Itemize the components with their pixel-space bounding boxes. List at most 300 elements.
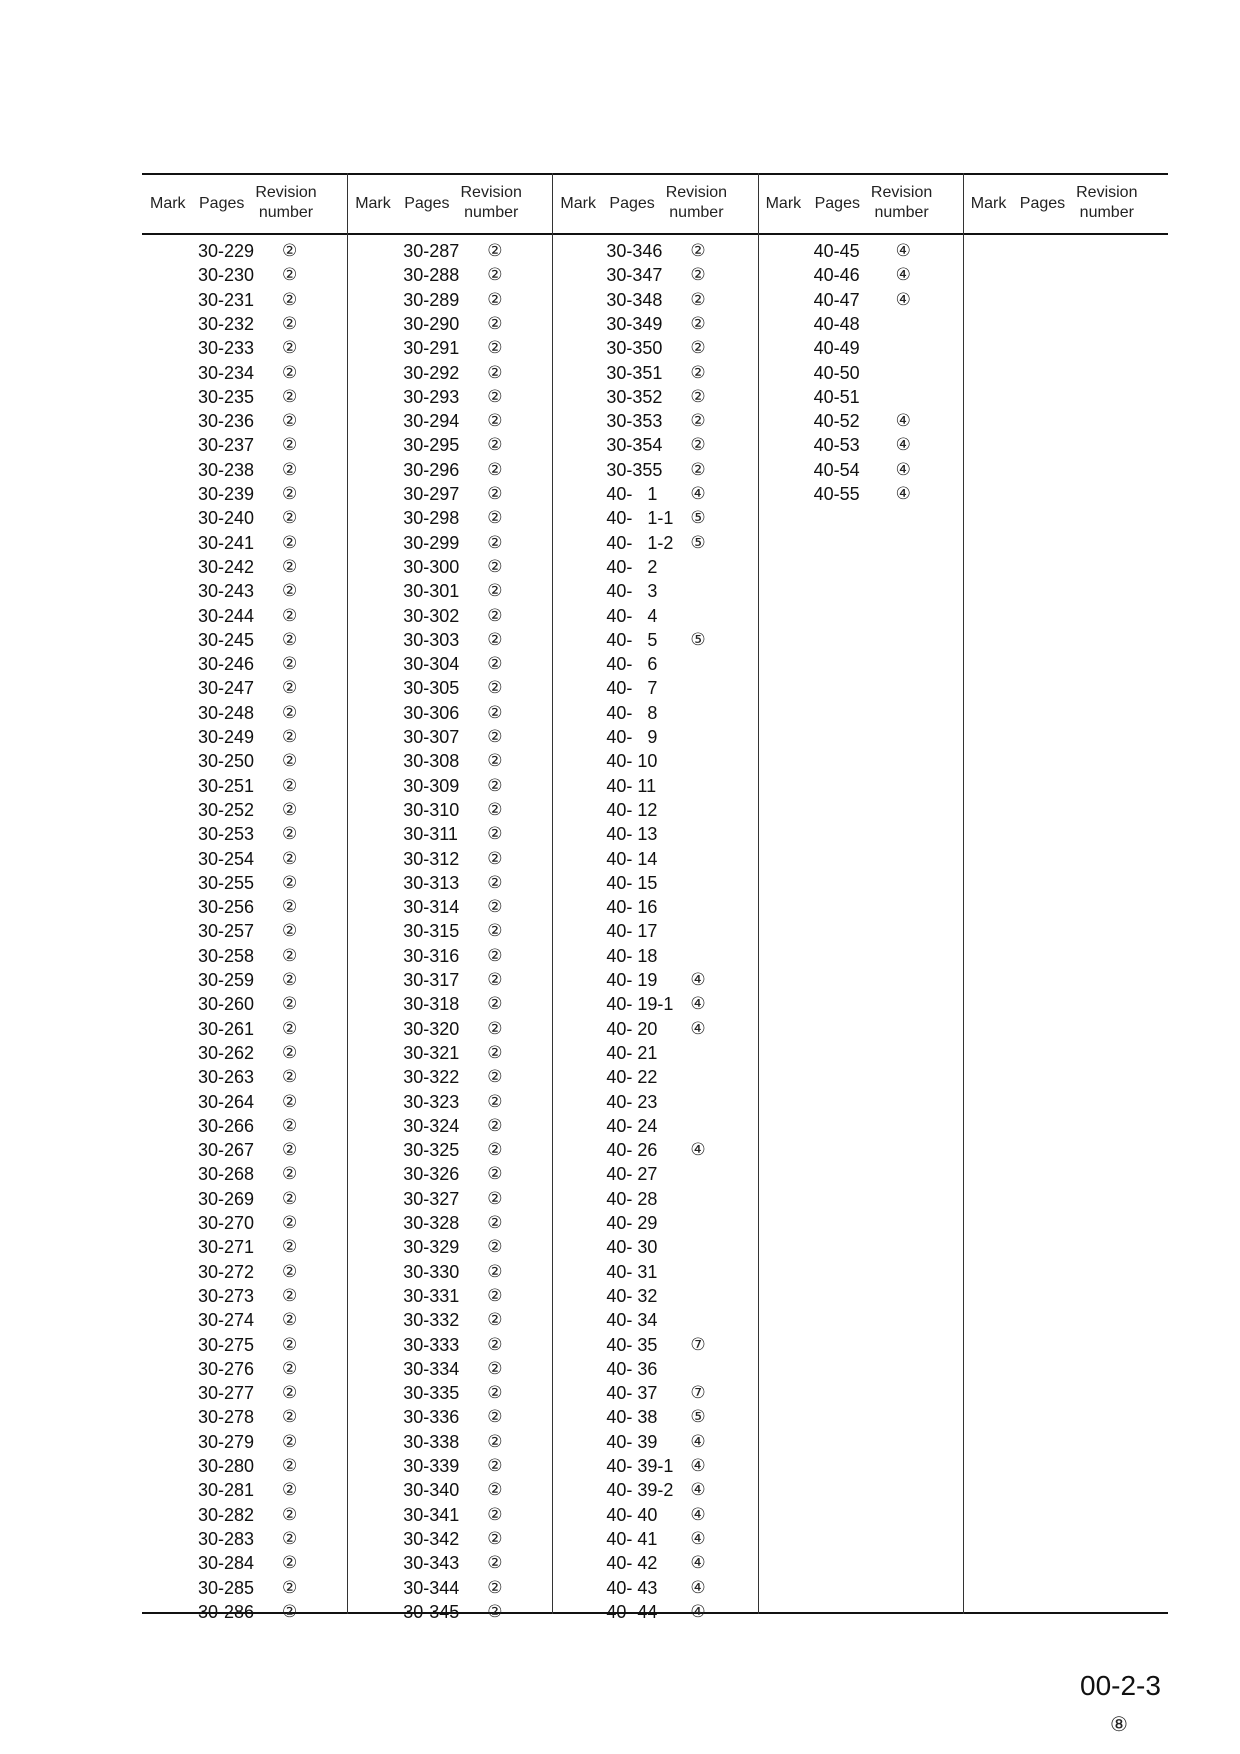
revision-mark: ②: [282, 1115, 298, 1135]
revision-header-line2: number: [258, 204, 314, 221]
page-id: 40-49: [813, 338, 860, 359]
page-id: 30-344: [403, 1577, 460, 1598]
page-id: 40- 39: [606, 1431, 658, 1452]
mark-header: Mark: [765, 195, 802, 212]
revision-mark: ②: [487, 435, 503, 455]
page-id: 30-260: [198, 994, 255, 1015]
page-id: 40- 30: [606, 1237, 658, 1258]
revision-mark: ②: [282, 654, 298, 674]
revision-mark: ②: [282, 1577, 298, 1597]
revision-mark: ②: [487, 508, 503, 528]
page-id: 30-286: [198, 1601, 255, 1622]
page-id: 30-312: [403, 848, 460, 869]
page-id: 30-317: [403, 970, 460, 990]
revision-mark: ②: [487, 799, 503, 819]
page-id: 40- 3: [606, 581, 658, 602]
revision-mark: ②: [282, 629, 298, 649]
page-id: 40- 11: [606, 775, 657, 796]
page-id: 30-266: [198, 1115, 255, 1136]
revision-mark: ②: [487, 362, 503, 382]
page-id: 30-309: [403, 775, 460, 796]
revision-mark: ②: [487, 1067, 503, 1087]
page-id: 30-291: [403, 338, 460, 359]
revision-mark: ②: [487, 1553, 503, 1573]
page-id: 30-354: [606, 435, 663, 456]
revision-mark: ②: [487, 994, 503, 1014]
page-id: 40-45: [813, 241, 860, 261]
revision-mark: ④: [690, 1504, 706, 1524]
revision-mark: ②: [282, 1237, 298, 1257]
revision-mark: ②: [487, 1213, 503, 1232]
revision-mark: ②: [487, 556, 503, 576]
page-id: 40- 6: [606, 654, 658, 675]
revision-mark: ②: [690, 265, 706, 285]
page-id: 30-330: [403, 1261, 460, 1282]
page-id: 40- 41: [606, 1528, 658, 1549]
revision-mark: ②: [282, 1188, 298, 1208]
page-id: 40- 16: [606, 897, 658, 918]
revision-mark: ②: [282, 1553, 298, 1573]
page-id: 30-279: [198, 1431, 255, 1452]
page-id: 30-305: [403, 678, 460, 699]
revision-mark: ②: [487, 1018, 503, 1038]
page-id: 30-333: [403, 1334, 460, 1355]
revision-mark: ②: [487, 678, 503, 698]
page-id: 30-336: [403, 1407, 460, 1428]
page-id: 40- 10: [606, 751, 658, 772]
page-id: 30-235: [198, 386, 255, 407]
revision-mark: ④: [895, 265, 911, 285]
revision-mark: ②: [282, 338, 298, 358]
revision-header-line2: number: [1079, 204, 1134, 221]
revision-mark: ②: [282, 1285, 298, 1305]
page-id: 40- 4: [606, 605, 658, 626]
revision-header-line2: number: [874, 204, 929, 221]
revision-mark: ④: [895, 459, 911, 479]
revision-mark: ②: [690, 338, 706, 358]
page-id: 40-46: [813, 265, 860, 286]
page-id: 40- 38: [606, 1407, 658, 1428]
page-id: 40- 23: [606, 1091, 658, 1112]
page-number: 00-2-3: [1080, 1670, 1161, 1701]
revision-mark: ②: [487, 1407, 503, 1427]
page-id: 30-300: [403, 556, 460, 577]
revision-mark: ②: [487, 1140, 503, 1160]
page-id: 40- 26: [606, 1140, 658, 1161]
page-id: 30-353: [606, 411, 663, 432]
page-id: 30-343: [403, 1553, 460, 1574]
page-id: 40- 28: [606, 1188, 658, 1209]
page-id: 40-48: [813, 313, 860, 334]
page-id: 40- 12: [606, 799, 658, 820]
revision-mark: ⑤: [690, 1407, 706, 1427]
revision-mark: ②: [282, 970, 298, 989]
page-id: 40-53: [813, 435, 860, 456]
page-id: 30-274: [198, 1310, 255, 1331]
revision-mark: ②: [487, 654, 503, 674]
revision-mark: ⑤: [690, 629, 706, 649]
revision-mark: ②: [282, 775, 298, 795]
page-id: 30-310: [403, 799, 460, 820]
revision-mark: ②: [282, 1601, 298, 1621]
page-id: 30-262: [198, 1042, 255, 1063]
page-id: 30-355: [606, 459, 663, 480]
revision-mark: ②: [282, 435, 298, 455]
mark-header: Mark: [560, 195, 596, 212]
page-id: 30-323: [403, 1091, 460, 1112]
page-id: 40- 39-2: [606, 1480, 674, 1501]
page-id: 40-51: [813, 386, 860, 407]
page-id: 30-342: [403, 1528, 460, 1549]
revision-mark: ②: [282, 556, 298, 576]
page-id: 30-303: [403, 629, 460, 650]
revision-number-header: [451, 183, 531, 223]
page-id: 30-276: [198, 1358, 255, 1379]
revision-mark: ②: [282, 386, 298, 406]
revision-mark: ②: [282, 1310, 298, 1330]
revision-mark: ②: [487, 1528, 503, 1548]
revision-mark: ②: [487, 1091, 503, 1111]
page-id: 30-299: [403, 532, 460, 553]
revision-mark: ④: [690, 1577, 706, 1597]
page-id: 40- 9: [606, 727, 658, 747]
page-id: 40- 36: [606, 1358, 658, 1379]
page-id: 30-271: [198, 1237, 255, 1258]
revision-mark: ④: [690, 1553, 706, 1573]
revision-mark: ④: [690, 970, 706, 989]
page-id: 30-352: [606, 386, 663, 407]
revision-mark: ②: [690, 362, 706, 382]
page-id: 30-347: [606, 265, 663, 286]
page-id: 40- 44: [606, 1601, 658, 1622]
page-id: 40- 39-1: [606, 1456, 674, 1476]
page-id: 30-322: [403, 1067, 460, 1088]
revision-header-line1: Revision: [255, 184, 317, 201]
page-id: 30-292: [403, 362, 460, 383]
revision-mark: ④: [690, 994, 706, 1014]
page-revision-mark: ⑧: [1110, 1714, 1128, 1736]
revision-mark: ②: [487, 970, 503, 989]
page-id: 30-314: [403, 897, 460, 918]
page-id: 30-244: [198, 605, 255, 626]
page-id: 30-275: [198, 1334, 255, 1355]
page-id: 30-328: [403, 1213, 460, 1233]
page-id: 40- 15: [606, 872, 658, 893]
revision-mark: ④: [895, 484, 911, 503]
page-id: 40- 35: [606, 1334, 658, 1355]
page-id: 30-270: [198, 1213, 255, 1233]
revision-mark: ④: [895, 435, 911, 455]
page-id: 30-259: [198, 970, 255, 990]
revision-mark: ②: [690, 435, 706, 455]
page-id: 30-340: [403, 1480, 460, 1501]
revision-mark: ②: [487, 313, 503, 333]
page-id: 40- 7: [606, 678, 658, 699]
page-id: 30-287: [403, 241, 460, 261]
page-id: 40- 19: [606, 970, 658, 990]
revision-mark: ②: [282, 1358, 298, 1378]
revision-mark: ②: [282, 1480, 298, 1500]
column-divider: [758, 173, 759, 1614]
page-id: 30-332: [403, 1310, 460, 1331]
page-id: 30-298: [403, 508, 460, 529]
page-id: 30-281: [198, 1480, 255, 1501]
revision-mark: ②: [487, 751, 503, 771]
page-id: 30-233: [198, 338, 255, 359]
page-id: 30-246: [198, 654, 255, 675]
revision-mark: ④: [690, 1480, 706, 1500]
revision-mark: ②: [487, 581, 503, 601]
page-id: 30-249: [198, 727, 255, 747]
page-id: 30-285: [198, 1577, 255, 1598]
page-id: 30-254: [198, 848, 255, 869]
revision-mark: ②: [282, 727, 298, 746]
page-id: 30-250: [198, 751, 255, 772]
page-id: 30-296: [403, 459, 460, 480]
revision-mark: ②: [487, 1310, 503, 1330]
revision-mark: ②: [282, 897, 298, 917]
page-id: 30-251: [198, 775, 255, 796]
page-id: 30-230: [198, 265, 255, 286]
revision-mark: ④: [895, 289, 911, 309]
revision-mark: ②: [282, 1504, 298, 1524]
revision-mark: ④: [690, 1601, 706, 1621]
page-id: 40-55: [813, 484, 860, 504]
revision-mark: ②: [487, 1480, 503, 1500]
page-id: 30-248: [198, 702, 255, 723]
revision-mark: ②: [690, 386, 706, 406]
page-id: 30-307: [403, 727, 460, 747]
revision-mark: ②: [487, 897, 503, 917]
page-id: 30-269: [198, 1188, 255, 1209]
page-id: 30-264: [198, 1091, 255, 1112]
revision-mark: ④: [690, 1528, 706, 1548]
revision-mark: ②: [282, 289, 298, 309]
revision-mark: ②: [282, 484, 298, 503]
revision-mark: ②: [487, 1188, 503, 1208]
page-id: 40- 1-1: [606, 508, 674, 529]
page-id: 40- 29: [606, 1213, 658, 1233]
page-id: 30-242: [198, 556, 255, 577]
page-id: 30-290: [403, 313, 460, 334]
revision-mark: ②: [282, 1091, 298, 1111]
revision-header-line1: Revision: [870, 184, 933, 201]
revision-number-header: [1067, 183, 1147, 223]
page-id: 30-293: [403, 386, 460, 407]
revision-mark: ④: [895, 241, 911, 260]
page-id: 40- 34: [606, 1310, 658, 1331]
page-id: 30-268: [198, 1164, 255, 1185]
revision-mark: ②: [690, 241, 706, 260]
revision-mark: ④: [895, 411, 911, 431]
revision-mark: ②: [282, 1528, 298, 1548]
revision-number-header: [246, 183, 326, 223]
page-id: 30-284: [198, 1553, 255, 1574]
revision-header-line2: number: [464, 204, 519, 221]
page-id: 30-257: [198, 921, 255, 942]
page-id: 40-52: [813, 411, 860, 432]
revision-mark: ④: [690, 1018, 706, 1038]
revision-header-line1: Revision: [1076, 184, 1138, 201]
page-id: 30-331: [403, 1285, 460, 1306]
revision-mark: ②: [690, 313, 706, 333]
revision-mark: ②: [282, 799, 298, 819]
page-id: 40- 17: [606, 921, 658, 942]
column-divider: [552, 173, 553, 1614]
page-id: 30-236: [198, 411, 255, 432]
revision-mark: ②: [487, 848, 503, 868]
revision-mark: ④: [690, 1456, 706, 1475]
page-id: 30-304: [403, 654, 460, 675]
page-id: 40- 1-2: [606, 532, 674, 553]
page-id: 30-316: [403, 945, 460, 966]
page-id: 30-253: [198, 824, 255, 845]
page-id: 30-341: [403, 1504, 460, 1525]
revision-number-header: [656, 183, 736, 223]
revision-mark: ④: [690, 484, 706, 503]
revision-mark: ②: [282, 1140, 298, 1160]
page-id: 30-348: [606, 289, 663, 310]
page-id: 30-346: [606, 241, 663, 261]
revision-mark: ②: [282, 1067, 298, 1087]
page-id: 30-237: [198, 435, 255, 456]
page-id: 40- 32: [606, 1285, 658, 1306]
page-id: 40- 22: [606, 1067, 658, 1088]
revision-mark: ④: [690, 1431, 706, 1451]
page-id: 40- 8: [606, 702, 658, 723]
revision-header-line2: number: [669, 204, 724, 221]
page-id: 30-273: [198, 1285, 255, 1306]
revision-mark: ②: [282, 532, 298, 552]
revision-mark: ②: [487, 459, 503, 479]
revision-mark: ④: [690, 1140, 706, 1160]
page-id: 30-256: [198, 897, 255, 918]
revision-mark: ②: [487, 1285, 503, 1305]
revision-mark: ②: [487, 338, 503, 358]
revision-mark: ②: [282, 1334, 298, 1354]
page-id: 40- 14: [606, 848, 658, 869]
revision-mark: ②: [282, 824, 298, 844]
page-id: 40- 18: [606, 945, 658, 966]
page-id: 40- 5: [606, 629, 658, 650]
revision-mark: ②: [282, 362, 298, 382]
revision-mark: ②: [282, 241, 298, 260]
page-id: 30-243: [198, 581, 255, 602]
revision-mark: ②: [487, 411, 503, 431]
revision-mark: ②: [487, 1115, 503, 1135]
revision-mark: ②: [282, 1383, 298, 1403]
revision-mark: ②: [487, 1334, 503, 1354]
page-id: 30-311: [403, 824, 458, 845]
revision-mark: ②: [487, 532, 503, 552]
revision-mark: ②: [487, 824, 503, 844]
page-id: 40- 19-1: [606, 994, 674, 1015]
page-id: 30-338: [403, 1431, 460, 1452]
page-id: 30-324: [403, 1115, 460, 1136]
pages-header: Pages: [199, 195, 245, 212]
revision-mark: ②: [282, 921, 298, 941]
revision-mark: ②: [487, 484, 503, 503]
page-id: 40- 42: [606, 1553, 658, 1574]
revision-mark: ②: [282, 751, 298, 771]
page-id: 30-315: [403, 921, 460, 942]
page-id: 30-238: [198, 459, 255, 480]
page-id: 30-239: [198, 484, 255, 504]
revision-mark: ②: [282, 411, 298, 431]
page-id: 30-267: [198, 1140, 255, 1161]
revision-mark: ②: [282, 945, 298, 965]
page-id: 30-258: [198, 945, 255, 966]
revision-number-header: [862, 183, 942, 223]
page-id: 30-247: [198, 678, 255, 699]
page-id: 30-339: [403, 1456, 460, 1476]
page-id: 30-325: [403, 1140, 460, 1161]
page-id: 40- 13: [606, 824, 658, 845]
revision-mark: ②: [282, 581, 298, 601]
revision-mark: ②: [487, 1601, 503, 1621]
revision-mark: ②: [282, 265, 298, 285]
page-id: 30-345: [403, 1601, 460, 1622]
revision-mark: ⑤: [690, 532, 706, 552]
page-id: 30-326: [403, 1164, 460, 1185]
page-id: 40- 1: [606, 484, 658, 504]
revision-mark: ②: [487, 921, 503, 941]
page-id: 40- 2: [606, 556, 658, 577]
page-id: 40- 21: [606, 1042, 658, 1063]
page-id: 30-335: [403, 1383, 460, 1404]
page-id: 30-306: [403, 702, 460, 723]
column-divider: [347, 173, 348, 1614]
page-id: 30-301: [403, 581, 460, 602]
revision-mark: ②: [282, 1431, 298, 1451]
revision-mark: ②: [487, 265, 503, 285]
page-id: 30-282: [198, 1504, 255, 1525]
page-id: 30-294: [403, 411, 460, 432]
page-id: 40- 20: [606, 1018, 658, 1039]
page-id: 30-288: [403, 265, 460, 286]
revision-mark: ②: [487, 1383, 503, 1403]
revision-mark: ②: [282, 702, 298, 722]
revision-mark: ②: [282, 508, 298, 528]
page-id: 30-229: [198, 241, 255, 261]
revision-mark: ②: [487, 727, 503, 746]
revision-mark: ②: [282, 459, 298, 479]
revision-mark: ⑦: [690, 1383, 706, 1403]
revision-mark: ②: [690, 459, 706, 479]
page-id: 30-277: [198, 1383, 255, 1404]
revision-mark: ②: [487, 1431, 503, 1451]
revision-mark: ②: [282, 1042, 298, 1062]
page-id: 30-320: [403, 1018, 460, 1039]
revision-mark: ②: [282, 1018, 298, 1038]
page-id: 30-329: [403, 1237, 460, 1258]
revision-mark: ②: [487, 289, 503, 309]
page-id: 40- 37: [606, 1383, 658, 1404]
page-id: 40-47: [813, 289, 860, 310]
page-id: 40- 43: [606, 1577, 658, 1598]
revision-mark: ②: [487, 775, 503, 795]
mark-header: Mark: [970, 195, 1007, 212]
page-id: 30-272: [198, 1261, 255, 1282]
revision-header-line1: Revision: [460, 184, 522, 201]
revision-mark: ②: [487, 1237, 503, 1257]
pages-header: Pages: [609, 195, 655, 212]
mark-header: Mark: [150, 195, 186, 212]
pages-header: Pages: [1019, 195, 1066, 212]
table-top-rule: [142, 173, 1168, 175]
page-id: 30-261: [198, 1018, 255, 1039]
page-id: 30-241: [198, 532, 255, 553]
